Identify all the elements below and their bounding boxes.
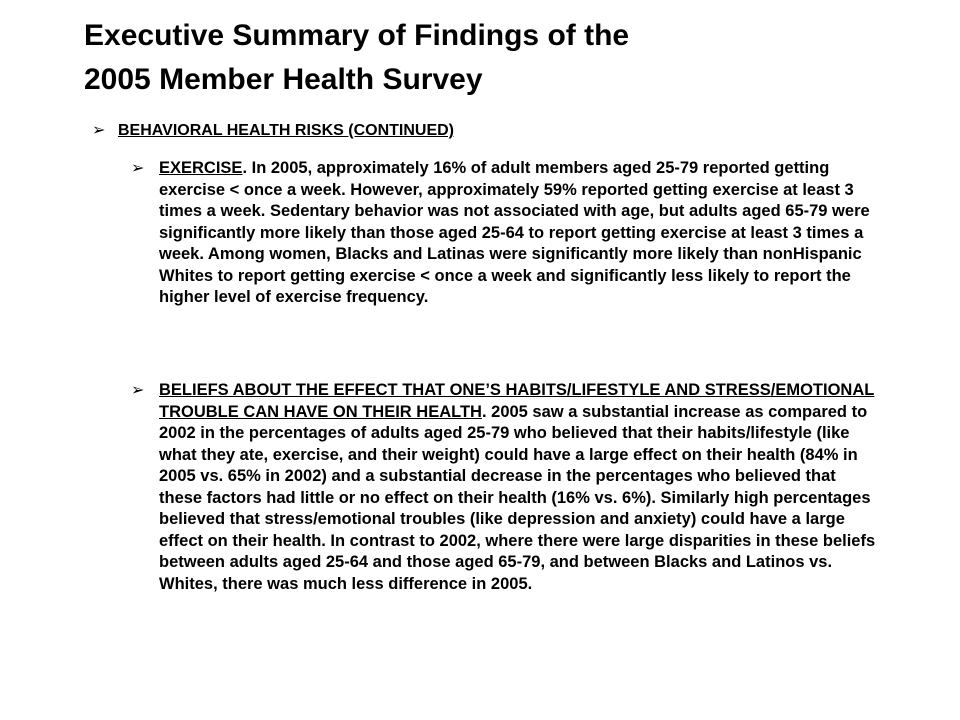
arrow-bullet-icon: ➢ (131, 160, 145, 177)
beliefs-paragraph (159, 380, 881, 595)
exercise-lead: EXERCISE (159, 159, 243, 177)
beliefs-lead: BELIEFS ABOUT THE EFFECT THAT ONE’S HABITS/LIFESTYLE AND STRESS/EMOTIONAL TROUBLE CAN HAVE ON THEIR HEALTH (159, 381, 875, 421)
exercise-paragraph (159, 158, 881, 309)
title-line-2: 2005 Member Health Survey (84, 63, 483, 96)
slide-title (84, 14, 924, 102)
beliefs-item (131, 380, 891, 595)
exercise-body: . In 2005, approximately 16% of adult members aged 25-79 reported getting exercise < once a week. However, approximately 59% reported getting exercise at least 3 times a week. Sedentary behavior was not associated with age, but adults aged 65-79 were significantly more likely than those aged 25-64 to report getting exercise at least 3 times a week. Among women, Blacks and Latinas were significantly more likely than nonHispanic Whites to report getting exercise < once a week and significantly less likely to report the higher level of exercise frequency. (159, 159, 870, 306)
section-heading-row (92, 121, 912, 141)
title-line-1: Executive Summary of Findings of the (84, 19, 630, 52)
arrow-bullet-icon: ➢ (92, 122, 106, 139)
section-heading: BEHAVIORAL HEALTH RISKS (CONTINUED) (118, 122, 454, 139)
exercise-item (131, 158, 891, 309)
beliefs-body: . 2005 saw a substantial increase as compared to 2002 in the percentages of adults aged 25-79 who believed that their habits/lifestyle (like what they ate, exercise, and their weight) could have a large effect on their health (84% in 2005 vs. 65% in 2002) and a substantial decrease in the percentages who believed that these factors had little or no effect on their health (16% vs. 6%). Similarly high percentages believed that stress/emotional troubles (like depression and anxiety) could have a large effect on their health. In contrast to 2002, where there were large disparities in these beliefs between adults aged 25-64 and those aged 65-79, and between Blacks and Latinos vs. Whites, there was much less difference in 2005. (159, 402, 876, 593)
arrow-bullet-icon: ➢ (131, 382, 145, 399)
